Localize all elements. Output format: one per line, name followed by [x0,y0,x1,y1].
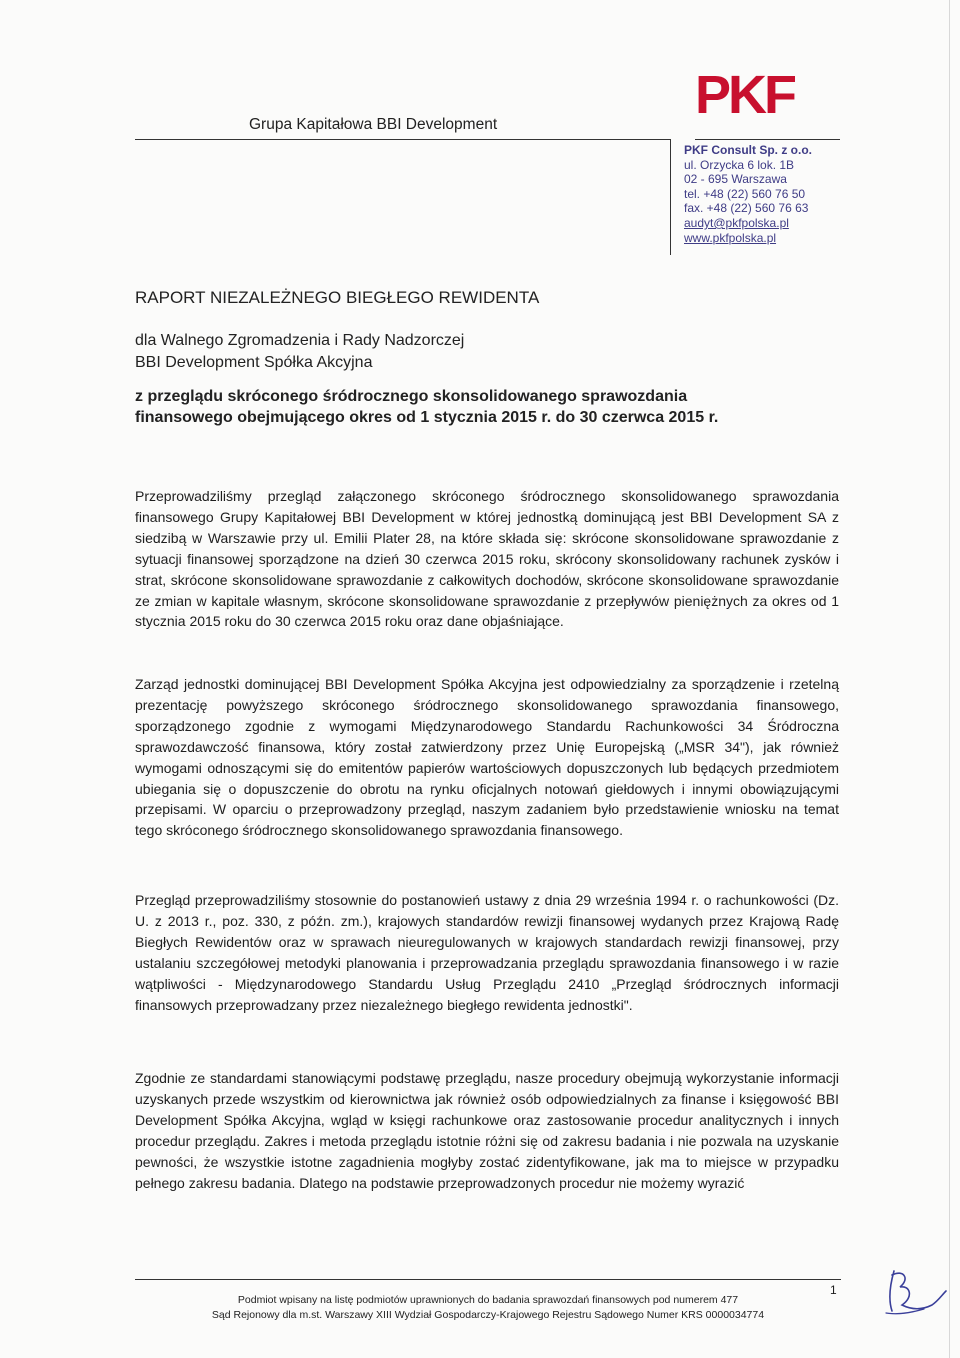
footer-line-1: Podmiot wpisany na listę podmiotów uprawnionych do badania sprawozdań finansowych pod numerem 477 [237,1294,739,1306]
phone: tel. +48 (22) 560 76 50 [684,186,806,201]
report-title: RAPORT NIEZALEŻNEGO BIEGŁEGO REWIDENTA [135,288,540,307]
email-link[interactable]: audyt@pkfpolska.pl [684,215,789,230]
header-vertical-divider [670,139,671,255]
subtitle-line-2: BBI Development Spółka Akcyjna [135,354,373,371]
firm-name: PKF Consult Sp. z o.o. [684,143,812,157]
paragraph-3: Przegląd przeprowadziliśmy stosownie do postanowień ustawy z dnia 29 września 1994 r. o rachunkowości (Dz. U. z 2013 r., poz. 330, z późn. zm.), krajowych standardów rewizji finansowej wydanych przez Krajową Radę Biegłych Rewidentów oraz w sprawach nieuregulowanych w krajowych standardach rewizji finansowej, przy ustalaniu szczegółowej metodyki planowania i przeprowadzania przeglądu sprawozdania finansowego i w razie wątpliwości - Międzynarodowego Standardu Usług Przeglądu 2410 „Przegląd śródrocznych informacji finansowych przeprowadzany przez niezależnego biegłego rewidenta jednostki". [135,892,839,1013]
footer-line-2: Sąd Rejonowy dla m.st. Warszawy XIII Wydział Gospodarczy-Krajowego Rejestru Sądowego Numer KRS 0000034774 [211,1309,765,1321]
address-city: 02 - 695 Warszawa [684,172,787,187]
footer-divider [135,1279,841,1280]
logo-divider [695,139,840,140]
page-number: 1 [830,1283,837,1297]
header-divider [135,139,670,140]
subtitle-line-1: dla Walnego Zgromadzenia i Rady Nadzorczej [135,332,465,349]
paragraph-2: Zarząd jednostki dominującej BBI Development Spółka Akcyjna jest odpowiedzialny za sporządzenie i rzetelną prezentację powyższego skróconego śródrocznego skonsolidowanego sprawozdania finansowego, sporządzonego zgodnie z wymogami Międzynarodowego Standardu Rachunkowości 34 Śródroczna sprawozdawczość finansowa, który został zatwierdzony przez Unię Europejską („MSR 34"), jak również wymogami odnoszącymi się do emitentów papierów wartościowych dopuszczonych lub będących przedmiotem ubiegania się o dopuszczenie do obrotu na rynku oficjalnych notowań giełdowych i innymi obowiązującymi przepisami. W oparciu o przeprowadzony przegląd, naszym zadaniem było przedstawienie wniosku na temat tego skróconego śródrocznego skonsolidowanego sprawozdania finansowego. [135,676,839,839]
address-street: ul. Orzycka 6 lok. 1B [684,157,795,172]
pkf-logo: PKF [695,65,794,125]
group-name: Grupa Kapitałowa BBI Development [249,116,498,133]
subtitle-line-3: z przeglądu skróconego śródrocznego skonsolidowanego sprawozdania [135,388,688,405]
page-edge [949,0,950,1358]
signature-initials [880,1265,950,1325]
contact-block [684,143,812,245]
paragraph-4: Zgodnie ze standardami stanowiącymi podstawę przeglądu, nasze procedury obejmują wykorzystanie informacji uzyskanych przede wszystkim od kierownictwa jak również osób odpowiedzialnych za finanse i księgowość BBI Development Spółka Akcyjna, wgląd w księgi rachunkowe oraz zastosowanie procedur analitycznych i innych procedur przeglądu. Zakres i metoda przeglądu istotnie różni się od zakresu badania i nie pozwala na uzyskanie pewności, że wszystkie istotne zagadnienia mogłyby zostać zidentyfikowane, jak ma to miejsce w przypadku pełnego zakresu badania. Dlatego na podstawie przeprowadzonych procedur nie możemy wyrazić [135,1070,839,1191]
subtitle-line-4: finansowego obejmującego okres od 1 stycznia 2015 r. do 30 czerwca 2015 r. [135,409,719,426]
fax: fax. +48 (22) 560 76 63 [684,201,809,216]
website-link[interactable]: www.pkfpolska.pl [684,230,777,245]
paragraph-1: Przeprowadziliśmy przegląd załączonego skróconego śródrocznego skonsolidowanego sprawozdania finansowego Grupy Kapitałowej BBI Development w której jednostką dominującą jest BBI Development SA z siedzibą w Warszawie przy ul. Emilii Plater 28, na które składa się: skrócone skonsolidowane sprawozdanie z sytuacji finansowej sporządzone na dzień 30 czerwca 2015 roku, skrócony skonsolidowany rachunek zysków i strat, skrócone skonsolidowane sprawozdanie z całkowitych dochodów, skrócone skonsolidowane sprawozdanie ze zmian w kapitale własnym, skrócone skonsolidowane sprawozdanie z przepływów pieniężnych za okres od 1 stycznia 2015 roku do 30 czerwca 2015 roku oraz dane objaśniające. [135,488,839,630]
